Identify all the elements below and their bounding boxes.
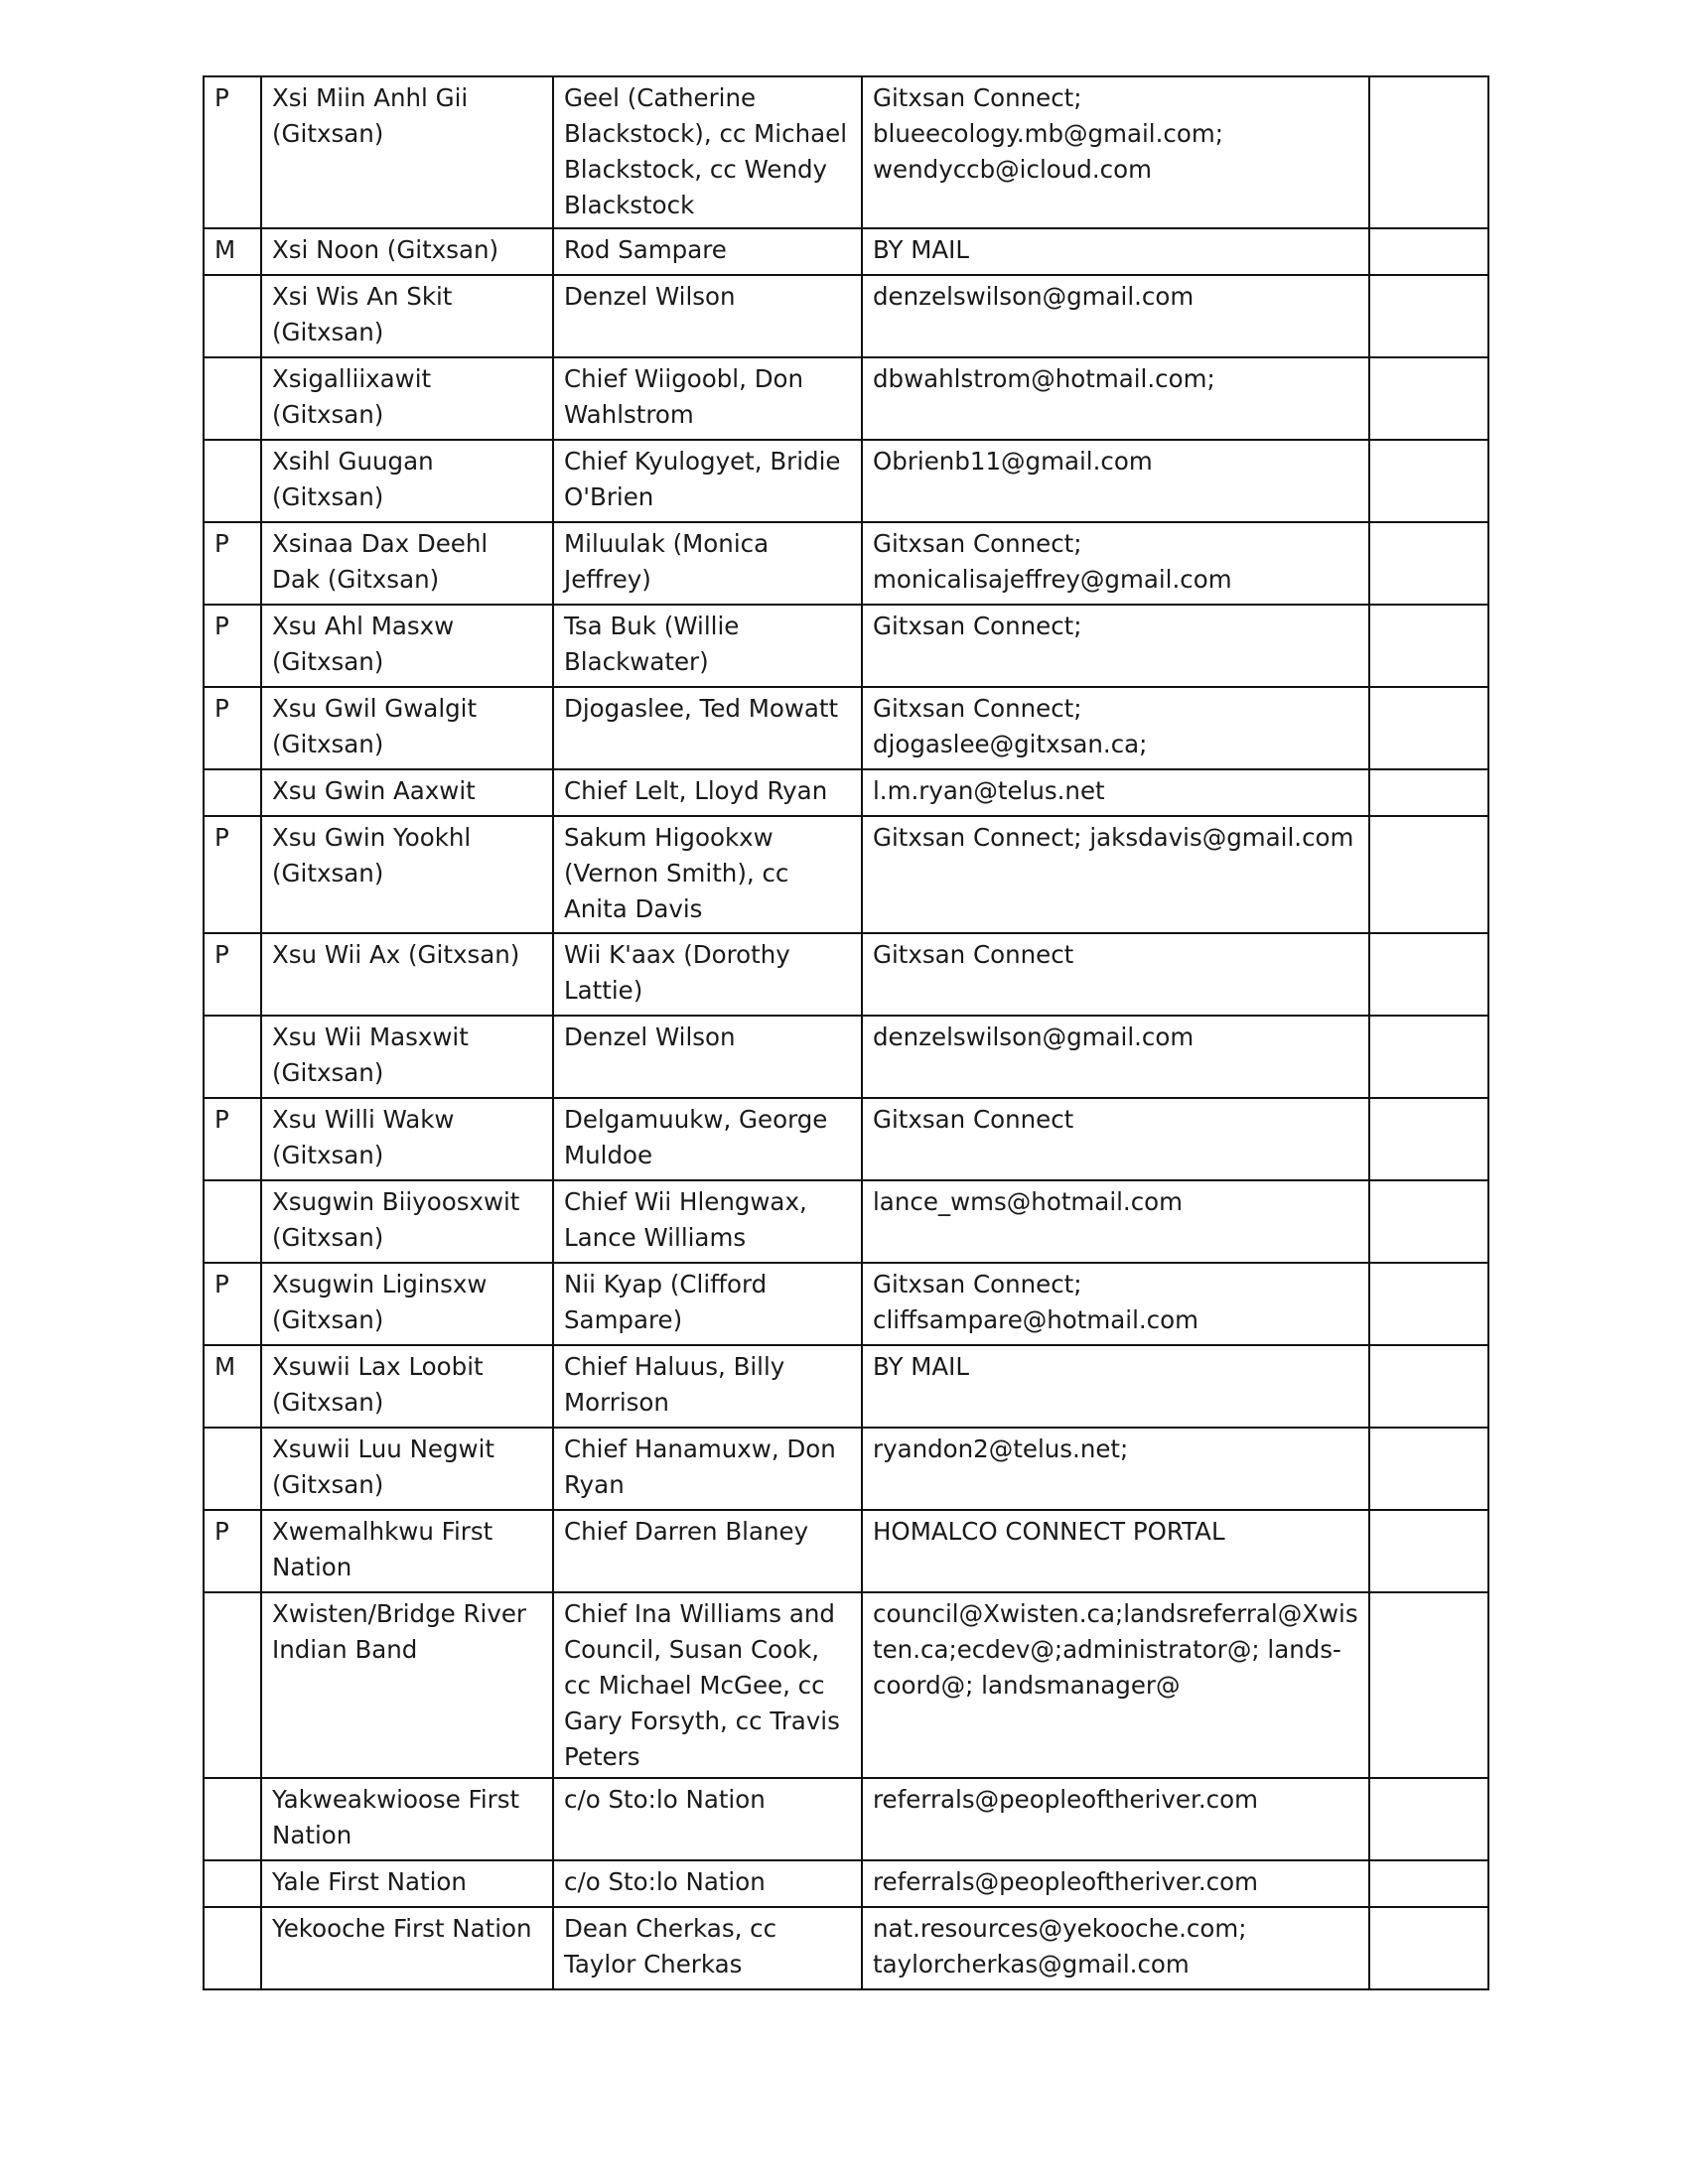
- contact-cell-text: Tsa Buk (Willie Blackwater): [564, 612, 740, 676]
- flag-cell: [204, 228, 261, 275]
- flag-cell-text: P: [214, 1270, 229, 1298]
- contact-cell: [553, 1345, 862, 1428]
- contact-cell-text: Chief Haluus, Billy Morrison: [564, 1352, 785, 1417]
- nation-cell-text: Xsigalliixawit (Gitxsan): [272, 364, 432, 429]
- flag-cell: [204, 687, 261, 769]
- notes-cell: [1369, 1016, 1488, 1098]
- method-cell: [862, 440, 1369, 522]
- nation-cell: [261, 1345, 553, 1428]
- contact-cell: [553, 1428, 862, 1510]
- flag-cell-text: P: [214, 1517, 229, 1546]
- flag-cell: [204, 1345, 261, 1428]
- notes-cell: [1369, 357, 1488, 440]
- nation-cell: [261, 522, 553, 605]
- nation-cell: [261, 1180, 553, 1263]
- nation-cell-text: Xsi Miin Anhl Gii (Gitxsan): [272, 83, 469, 148]
- contact-cell: [553, 1907, 862, 1989]
- nation-cell: [261, 1860, 553, 1907]
- flag-cell: [204, 1016, 261, 1098]
- method-cell: [862, 1180, 1369, 1263]
- nation-cell: [261, 1778, 553, 1860]
- notes-cell: [1369, 1510, 1488, 1592]
- flag-cell-text: P: [214, 694, 229, 723]
- nation-cell: [261, 687, 553, 769]
- flag-cell: [204, 1592, 261, 1778]
- nation-cell-text: Xsu Wii Ax (Gitxsan): [272, 940, 520, 969]
- flag-cell: [204, 769, 261, 816]
- table-row: [204, 1510, 1488, 1592]
- method-cell-text: Gitxsan Connect: [873, 940, 1074, 969]
- contact-cell-text: Chief Darren Blaney: [564, 1517, 809, 1546]
- notes-cell: [1369, 933, 1488, 1016]
- method-cell: [862, 357, 1369, 440]
- flag-cell-text: P: [214, 612, 229, 640]
- method-cell-text: Gitxsan Connect;: [873, 612, 1082, 640]
- nation-cell-text: Xsugwin Liginsxw (Gitxsan): [272, 1270, 488, 1334]
- method-cell-text: Gitxsan Connect: [873, 1105, 1074, 1134]
- contact-cell-text: Chief Ina Williams and Council, Susan Cook, cc Michael McGee, cc Gary Forsyth, cc Travis Peters: [564, 1599, 840, 1771]
- table-row: [204, 1860, 1488, 1907]
- notes-cell: [1369, 1592, 1488, 1778]
- table-row: [204, 1428, 1488, 1510]
- nation-cell-text: Yakweakwioose First Nation: [272, 1785, 520, 1849]
- flag-cell-text: P: [214, 83, 229, 112]
- flag-cell-text: M: [214, 1352, 236, 1381]
- method-cell-text: BY MAIL: [873, 1352, 969, 1381]
- table-row: [204, 1180, 1488, 1263]
- nation-cell-text: Xsinaa Dax Deehl Dak (Gitxsan): [272, 529, 489, 594]
- flag-cell: [204, 933, 261, 1016]
- flag-cell: [204, 1778, 261, 1860]
- table-row: [204, 1345, 1488, 1428]
- flag-cell-text: P: [214, 529, 229, 558]
- contact-cell: [553, 933, 862, 1016]
- nation-cell: [261, 275, 553, 357]
- contact-cell: [553, 275, 862, 357]
- contact-table: [203, 75, 1489, 1990]
- flag-cell: [204, 1180, 261, 1263]
- notes-cell: [1369, 816, 1488, 933]
- method-cell: [862, 605, 1369, 687]
- method-cell-text: Gitxsan Connect; cliffsampare@hotmail.com: [873, 1270, 1199, 1334]
- notes-cell: [1369, 522, 1488, 605]
- method-cell-text: HOMALCO CONNECT PORTAL: [873, 1517, 1225, 1546]
- flag-cell: [204, 440, 261, 522]
- nation-cell: [261, 357, 553, 440]
- nation-cell: [261, 76, 553, 228]
- contact-cell: [553, 228, 862, 275]
- flag-cell-text: P: [214, 1105, 229, 1134]
- table-row: [204, 933, 1488, 1016]
- contact-cell-text: Sakum Higookxw (Vernon Smith), cc Anita Davis: [564, 823, 789, 923]
- method-cell: [862, 1510, 1369, 1592]
- method-cell: [862, 933, 1369, 1016]
- contact-cell: [553, 605, 862, 687]
- contact-cell: [553, 1098, 862, 1180]
- nation-cell-text: Xsu Wii Masxwit (Gitxsan): [272, 1023, 469, 1087]
- flag-cell: [204, 605, 261, 687]
- contact-cell-text: Nii Kyap (Clifford Sampare): [564, 1270, 768, 1334]
- method-cell-text: council@Xwisten.ca;landsreferral@Xwisten.ca;ecdev@;administrator@; lands-coord@; landsmanager@: [873, 1599, 1358, 1700]
- method-cell: [862, 1860, 1369, 1907]
- notes-cell: [1369, 76, 1488, 228]
- notes-cell: [1369, 1263, 1488, 1345]
- contact-cell-text: Denzel Wilson: [564, 1023, 736, 1051]
- contact-cell: [553, 357, 862, 440]
- contact-cell-text: c/o Sto:lo Nation: [564, 1785, 766, 1814]
- nation-cell: [261, 769, 553, 816]
- nation-cell-text: Xsuwii Lax Loobit (Gitxsan): [272, 1352, 484, 1417]
- notes-cell: [1369, 228, 1488, 275]
- table-row: [204, 275, 1488, 357]
- method-cell: [862, 1778, 1369, 1860]
- contact-cell: [553, 687, 862, 769]
- method-cell: [862, 275, 1369, 357]
- contact-cell: [553, 1778, 862, 1860]
- contact-cell-text: Miluulak (Monica Jeffrey): [564, 529, 770, 594]
- nation-cell-text: Xsu Ahl Masxw (Gitxsan): [272, 612, 455, 676]
- contact-cell-text: Denzel Wilson: [564, 282, 736, 311]
- table-row: [204, 1907, 1488, 1989]
- nation-cell-text: Xsihl Guugan (Gitxsan): [272, 447, 434, 511]
- nation-cell: [261, 440, 553, 522]
- nation-cell-text: Xsugwin Biiyoosxwit (Gitxsan): [272, 1187, 520, 1252]
- table-row: [204, 228, 1488, 275]
- contact-cell: [553, 1263, 862, 1345]
- method-cell: [862, 1263, 1369, 1345]
- flag-cell: [204, 816, 261, 933]
- table-row: [204, 1098, 1488, 1180]
- notes-cell: [1369, 1345, 1488, 1428]
- method-cell-text: Gitxsan Connect; blueecology.mb@gmail.com; wendyccb@icloud.com: [873, 83, 1223, 184]
- nation-cell: [261, 1016, 553, 1098]
- nation-cell: [261, 1907, 553, 1989]
- method-cell: [862, 1428, 1369, 1510]
- table-row: [204, 440, 1488, 522]
- nation-cell: [261, 1263, 553, 1345]
- method-cell: [862, 522, 1369, 605]
- method-cell: [862, 1098, 1369, 1180]
- method-cell: [862, 816, 1369, 933]
- method-cell: [862, 76, 1369, 228]
- table-row: [204, 76, 1488, 228]
- table-row: [204, 816, 1488, 933]
- table-row: [204, 1263, 1488, 1345]
- method-cell-text: denzelswilson@gmail.com: [873, 1023, 1195, 1051]
- nation-cell: [261, 1510, 553, 1592]
- flag-cell: [204, 275, 261, 357]
- table-row: [204, 1592, 1488, 1778]
- nation-cell-text: Xsu Gwin Aaxwit: [272, 776, 476, 805]
- nation-cell-text: Xsu Gwin Yookhl (Gitxsan): [272, 823, 472, 887]
- notes-cell: [1369, 769, 1488, 816]
- contact-table-body: [204, 76, 1488, 1989]
- contact-cell-text: Rod Sampare: [564, 235, 727, 264]
- table-row: [204, 357, 1488, 440]
- method-cell-text: l.m.ryan@telus.net: [873, 776, 1105, 805]
- flag-cell: [204, 1263, 261, 1345]
- nation-cell: [261, 1428, 553, 1510]
- nation-cell-text: Yekooche First Nation: [272, 1914, 532, 1943]
- contact-cell-text: Chief Wii Hlengwax, Lance Williams: [564, 1187, 807, 1252]
- flag-cell: [204, 1428, 261, 1510]
- method-cell-text: Gitxsan Connect; jaksdavis@gmail.com: [873, 823, 1354, 852]
- flag-cell: [204, 357, 261, 440]
- contact-cell-text: Geel (Catherine Blackstock), cc Michael Blackstock, cc Wendy Blackstock: [564, 83, 848, 219]
- method-cell: [862, 1016, 1369, 1098]
- flag-cell: [204, 1510, 261, 1592]
- nation-cell: [261, 228, 553, 275]
- flag-cell: [204, 1860, 261, 1907]
- contact-cell-text: Chief Hanamuxw, Don Ryan: [564, 1434, 836, 1499]
- nation-cell-text: Yale First Nation: [272, 1867, 467, 1896]
- contact-cell: [553, 440, 862, 522]
- notes-cell: [1369, 440, 1488, 522]
- notes-cell: [1369, 1428, 1488, 1510]
- contact-cell: [553, 76, 862, 228]
- notes-cell: [1369, 1098, 1488, 1180]
- nation-cell: [261, 1098, 553, 1180]
- contact-cell-text: Delgamuukw, George Muldoe: [564, 1105, 828, 1169]
- contact-cell-text: Djogaslee, Ted Mowatt: [564, 694, 839, 723]
- method-cell-text: nat.resources@yekooche.com; taylorcherkas@gmail.com: [873, 1914, 1247, 1979]
- nation-cell-text: Xsi Wis An Skit (Gitxsan): [272, 282, 453, 346]
- method-cell-text: BY MAIL: [873, 235, 969, 264]
- nation-cell-text: Xsi Noon (Gitxsan): [272, 235, 499, 264]
- contact-cell: [553, 816, 862, 933]
- flag-cell-text: P: [214, 940, 229, 969]
- nation-cell-text: Xsuwii Luu Negwit (Gitxsan): [272, 1434, 494, 1499]
- contact-cell: [553, 522, 862, 605]
- notes-cell: [1369, 687, 1488, 769]
- method-cell: [862, 1907, 1369, 1989]
- method-cell: [862, 687, 1369, 769]
- method-cell-text: denzelswilson@gmail.com: [873, 282, 1195, 311]
- notes-cell: [1369, 1180, 1488, 1263]
- table-row: [204, 1778, 1488, 1860]
- notes-cell: [1369, 605, 1488, 687]
- table-row: [204, 687, 1488, 769]
- table-row: [204, 522, 1488, 605]
- nation-cell: [261, 816, 553, 933]
- nation-cell-text: Xwisten/Bridge River Indian Band: [272, 1599, 526, 1664]
- notes-cell: [1369, 275, 1488, 357]
- method-cell-text: Obrienb11@gmail.com: [873, 447, 1153, 476]
- contact-cell-text: Wii K'aax (Dorothy Lattie): [564, 940, 790, 1005]
- flag-cell: [204, 522, 261, 605]
- method-cell: [862, 769, 1369, 816]
- flag-cell: [204, 1098, 261, 1180]
- nation-cell: [261, 1592, 553, 1778]
- contact-cell: [553, 1180, 862, 1263]
- notes-cell: [1369, 1860, 1488, 1907]
- contact-cell: [553, 769, 862, 816]
- contact-cell: [553, 1510, 862, 1592]
- notes-cell: [1369, 1907, 1488, 1989]
- contact-cell: [553, 1016, 862, 1098]
- nation-cell-text: Xwemalhkwu First Nation: [272, 1517, 493, 1581]
- notes-cell: [1369, 1778, 1488, 1860]
- flag-cell-text: M: [214, 235, 236, 264]
- method-cell-text: Gitxsan Connect; monicalisajeffrey@gmail.com: [873, 529, 1232, 594]
- contact-cell-text: Dean Cherkas, cc Taylor Cherkas: [564, 1914, 777, 1979]
- method-cell-text: Gitxsan Connect; djogaslee@gitxsan.ca;: [873, 694, 1148, 758]
- contact-cell-text: Chief Lelt, Lloyd Ryan: [564, 776, 828, 805]
- nation-cell-text: Xsu Gwil Gwalgit (Gitxsan): [272, 694, 478, 758]
- method-cell: [862, 1345, 1369, 1428]
- nation-cell: [261, 933, 553, 1016]
- contact-cell: [553, 1860, 862, 1907]
- method-cell-text: dbwahlstrom@hotmail.com;: [873, 364, 1215, 393]
- contact-cell: [553, 1592, 862, 1778]
- table-row: [204, 769, 1488, 816]
- method-cell-text: referrals@peopleoftheriver.com: [873, 1867, 1258, 1896]
- flag-cell: [204, 76, 261, 228]
- method-cell: [862, 1592, 1369, 1778]
- contact-cell-text: Chief Wiigoobl, Don Wahlstrom: [564, 364, 804, 429]
- method-cell-text: lance_wms@hotmail.com: [873, 1187, 1184, 1216]
- contact-cell-text: Chief Kyulogyet, Bridie O'Brien: [564, 447, 841, 511]
- method-cell: [862, 228, 1369, 275]
- flag-cell-text: P: [214, 823, 229, 852]
- method-cell-text: ryandon2@telus.net;: [873, 1434, 1129, 1463]
- flag-cell: [204, 1907, 261, 1989]
- table-row: [204, 605, 1488, 687]
- method-cell-text: referrals@peopleoftheriver.com: [873, 1785, 1258, 1814]
- nation-cell: [261, 605, 553, 687]
- contact-cell-text: c/o Sto:lo Nation: [564, 1867, 766, 1896]
- table-row: [204, 1016, 1488, 1098]
- nation-cell-text: Xsu Willi Wakw (Gitxsan): [272, 1105, 455, 1169]
